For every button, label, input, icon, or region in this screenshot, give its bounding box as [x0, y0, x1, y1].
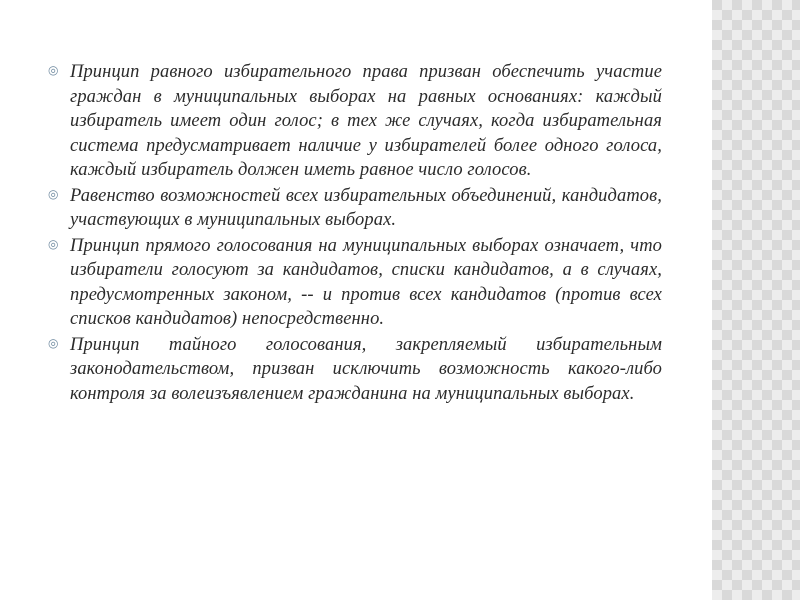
list-item: [48, 234, 662, 332]
bullet-text: Принцип тайного голосования, закрепляемый избирательным законодательством, призван исключить возможность какого-либо контроля за волеизъявлением гражданина на муниципальных выборах.: [70, 334, 662, 404]
circle-bullet-icon: ◎: [48, 236, 59, 251]
bullet-text: Равенство возможностей всех избирательных объединений, кандидатов, участвующих в муниципальных выборах.: [70, 185, 662, 230]
bullet-text: Принцип прямого голосования на муниципальных выборах означает, что избиратели голосуют за кандидатов, списки кандидатов, а в случаях, предусмотренных законом, -- и против всех кандидатов (против всех списков кандидатов) непосредственно.: [70, 235, 662, 329]
bullet-text: Принцип равного избирательного права призван обеспечить участие граждан в муниципальных выборах на равных основаниях: каждый избиратель имеет один голос; в тех же случаях, когда избирательная система предусматривает наличие у избирателей более одного голоса, каждый избиратель должен иметь равное число голосов.: [70, 62, 662, 180]
circle-bullet-icon: ◎: [48, 63, 59, 77]
bullet-list: [48, 60, 662, 406]
circle-bullet-icon: ◎: [48, 335, 59, 350]
list-item: [48, 184, 662, 233]
list-item: [48, 60, 662, 183]
list-item: [48, 333, 662, 407]
decorative-side-strip: [712, 0, 800, 600]
slide-content: [48, 60, 662, 407]
circle-bullet-icon: ◎: [48, 186, 59, 201]
